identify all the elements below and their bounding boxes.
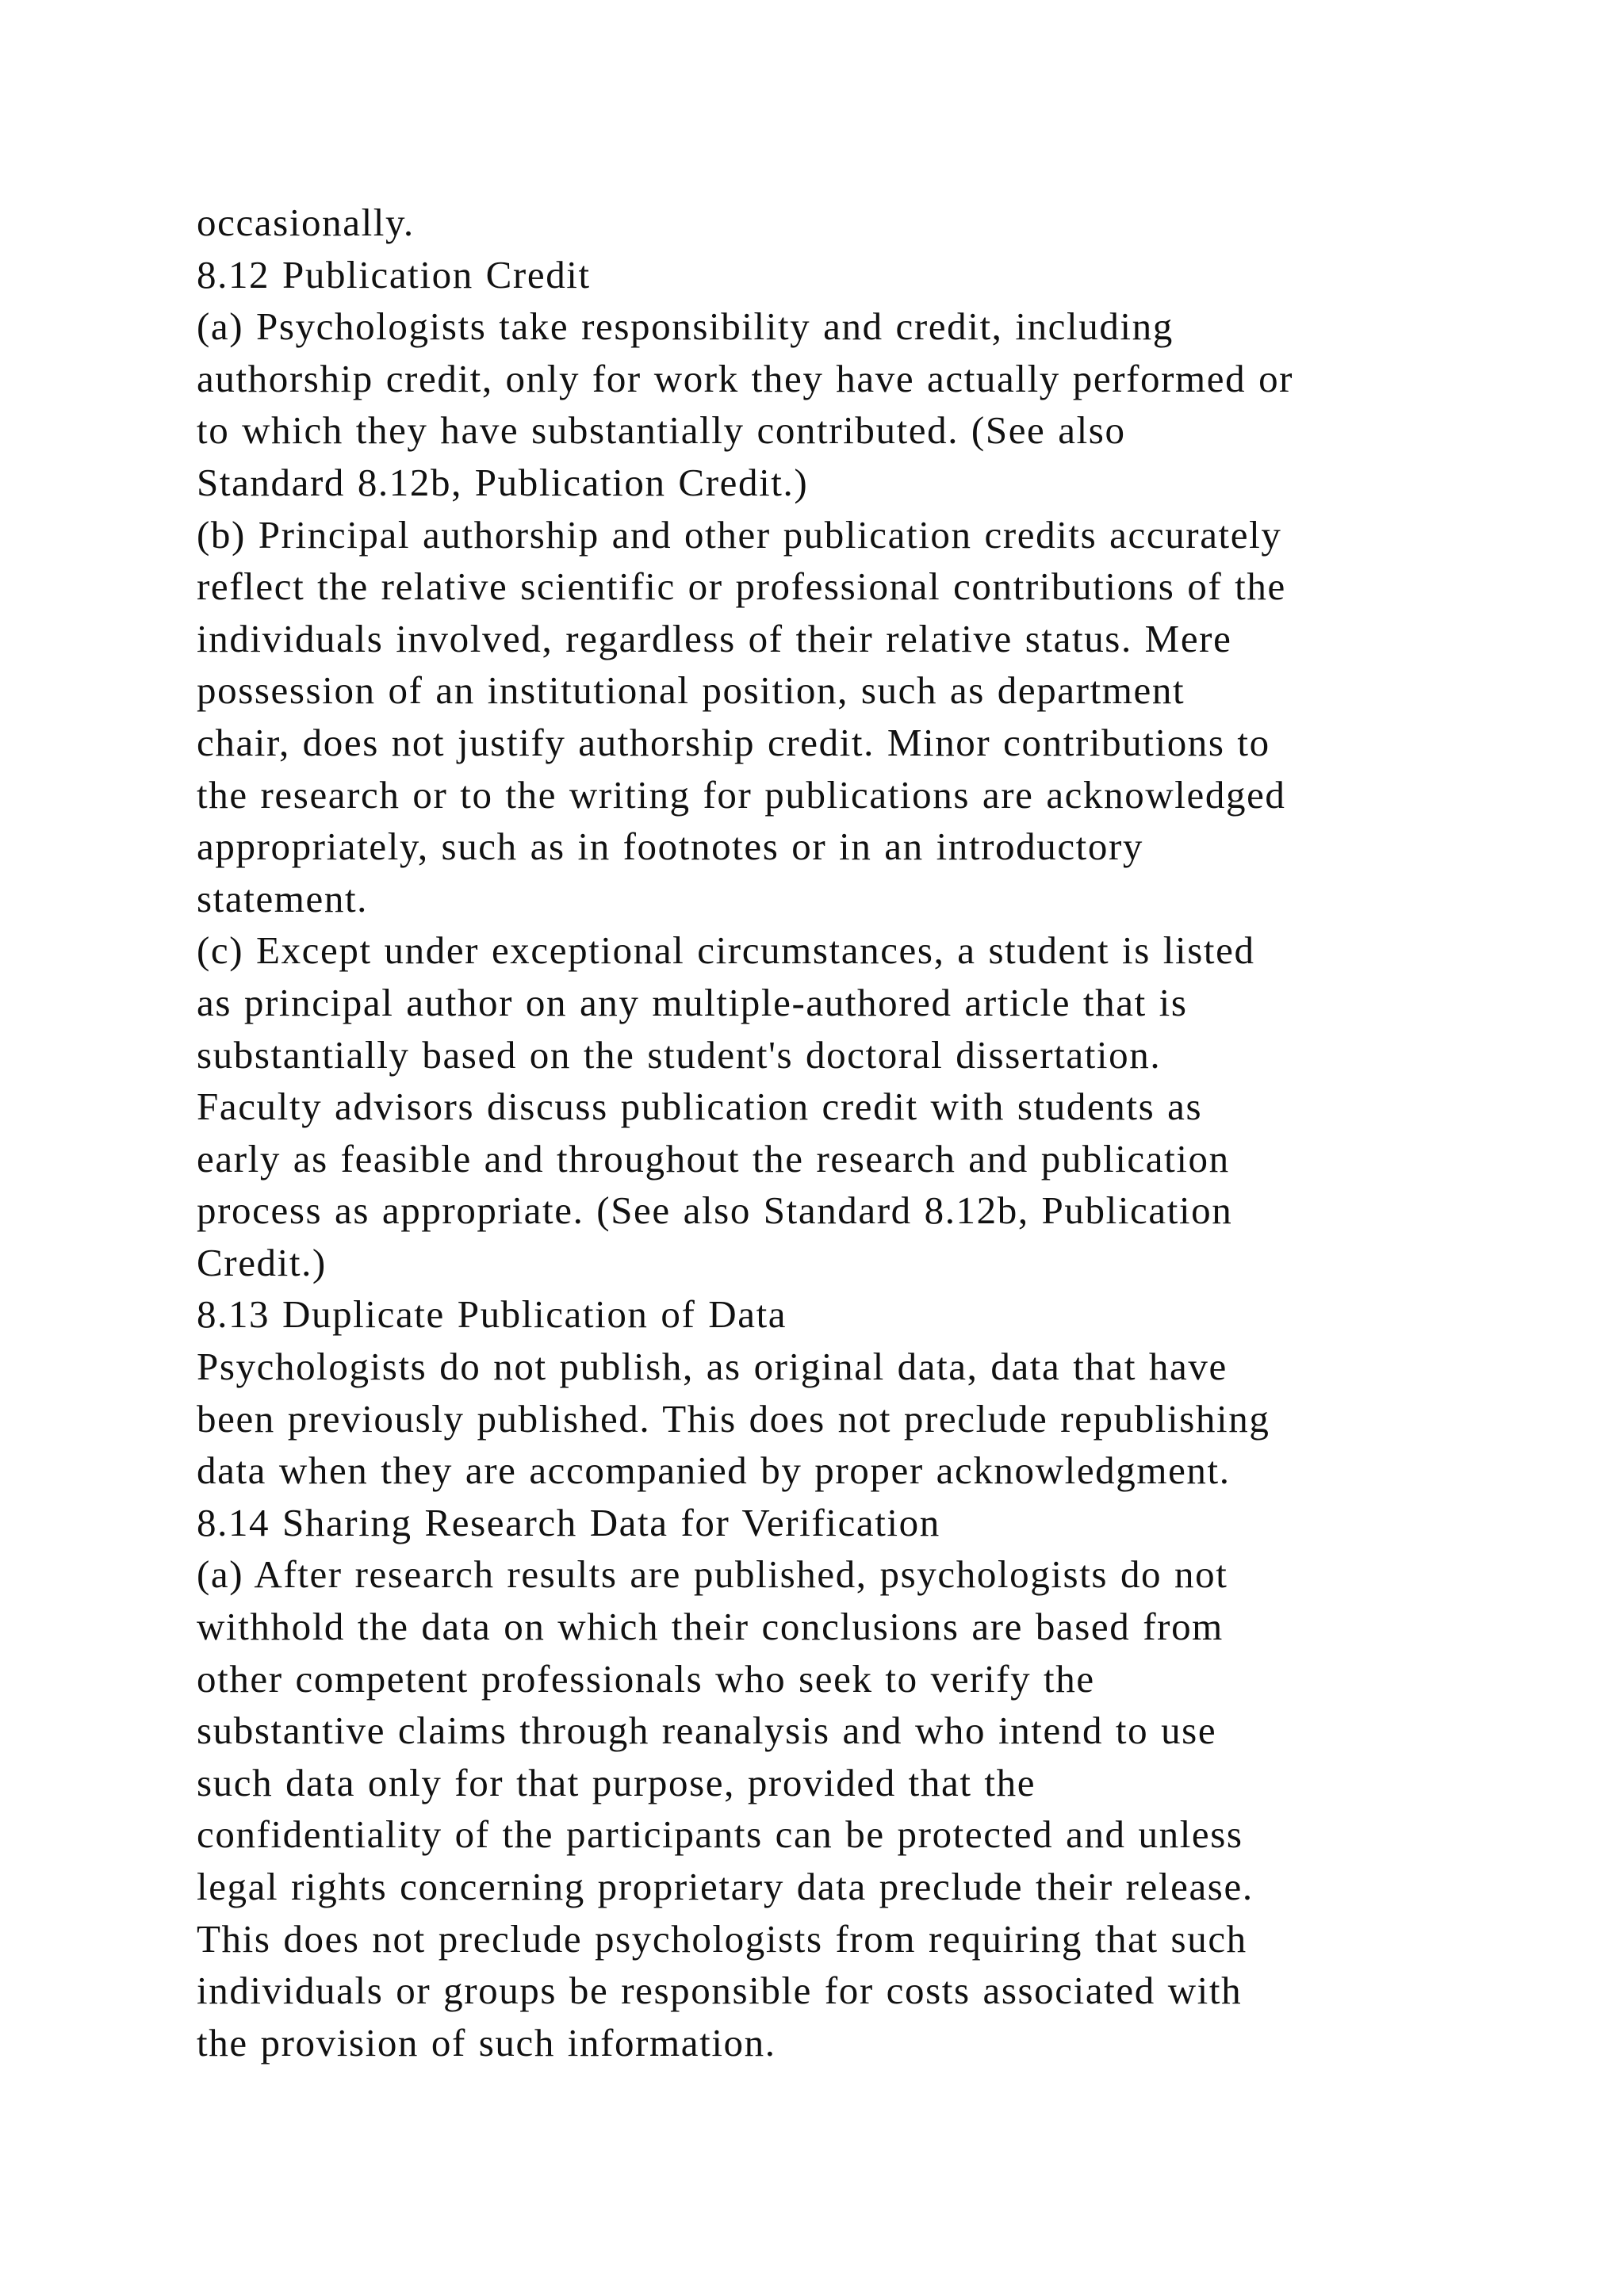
text-line: to which they have substantially contributed. (See also [197,408,1126,453]
text-line: data when they are accompanied by proper acknowledgment. [197,1448,1231,1493]
text-line: substantially based on the student's doctoral dissertation. [197,1032,1162,1077]
text-line: (b) Principal authorship and other publication credits accurately [197,512,1282,557]
text-line: This does not preclude psychologists from requiring that such [197,1916,1247,1961]
text-line: the research or to the writing for publications are acknowledged [197,772,1286,817]
text-line: (a) After research results are published, psychologists do not [197,1552,1228,1597]
text-line: as principal author on any multiple-authored article that is [197,980,1188,1024]
text-line: authorship credit, only for work they have actually performed or [197,356,1294,400]
text-line: reflect the relative scientific or professional contributions of the [197,564,1286,609]
text-line: (c) Except under exceptional circumstances, a student is listed [197,928,1255,973]
section-heading-8-14: 8.14 Sharing Research Data for Verification [197,1500,940,1544]
section-heading-8-12: 8.12 Publication Credit [197,252,591,297]
text-line: legal rights concerning proprietary data preclude their release. [197,1865,1254,1908]
text-line: other competent professionals who seek to verify the [197,1656,1095,1701]
text-line: such data only for that purpose, provided that the [197,1760,1036,1804]
text-line: Credit.) [197,1240,327,1284]
text-line: (a) Psychologists take responsibility and credit, including [197,304,1174,349]
text-line: been previously published. This does not preclude republishing [197,1396,1270,1441]
text-line: confidentiality of the participants can be protected and unless [197,1812,1243,1857]
text-line: early as feasible and throughout the research and publication [197,1136,1230,1181]
text-line: individuals involved, regardless of their relative status. Mere [197,616,1232,660]
text-line: appropriately, such as in footnotes or in an introductory [197,825,1144,869]
text-line: chair, does not justify authorship credit. Minor contributions to [197,720,1270,764]
text-line: withhold the data on which their conclusions are based from [197,1605,1224,1649]
document-body-text [197,197,1497,2068]
text-line: possession of an institutional position, such as department [197,668,1185,713]
text-line: statement. [197,876,369,920]
section-heading-8-13: 8.13 Duplicate Publication of Data [197,1292,787,1337]
text-line: occasionally. [197,201,415,244]
text-line: individuals or groups be responsible for costs associated with [197,1969,1243,2013]
text-line: Standard 8.12b, Publication Credit.) [197,460,809,504]
text-line: substantive claims through reanalysis and who intend to use [197,1709,1217,1753]
text-line: the provision of such information. [197,2020,776,2064]
text-line: process as appropriate. (See also Standard 8.12b, Publication [197,1188,1233,1233]
text-line: Psychologists do not publish, as original data, data that have [197,1345,1228,1389]
text-line: Faculty advisors discuss publication credit with students as [197,1085,1203,1129]
